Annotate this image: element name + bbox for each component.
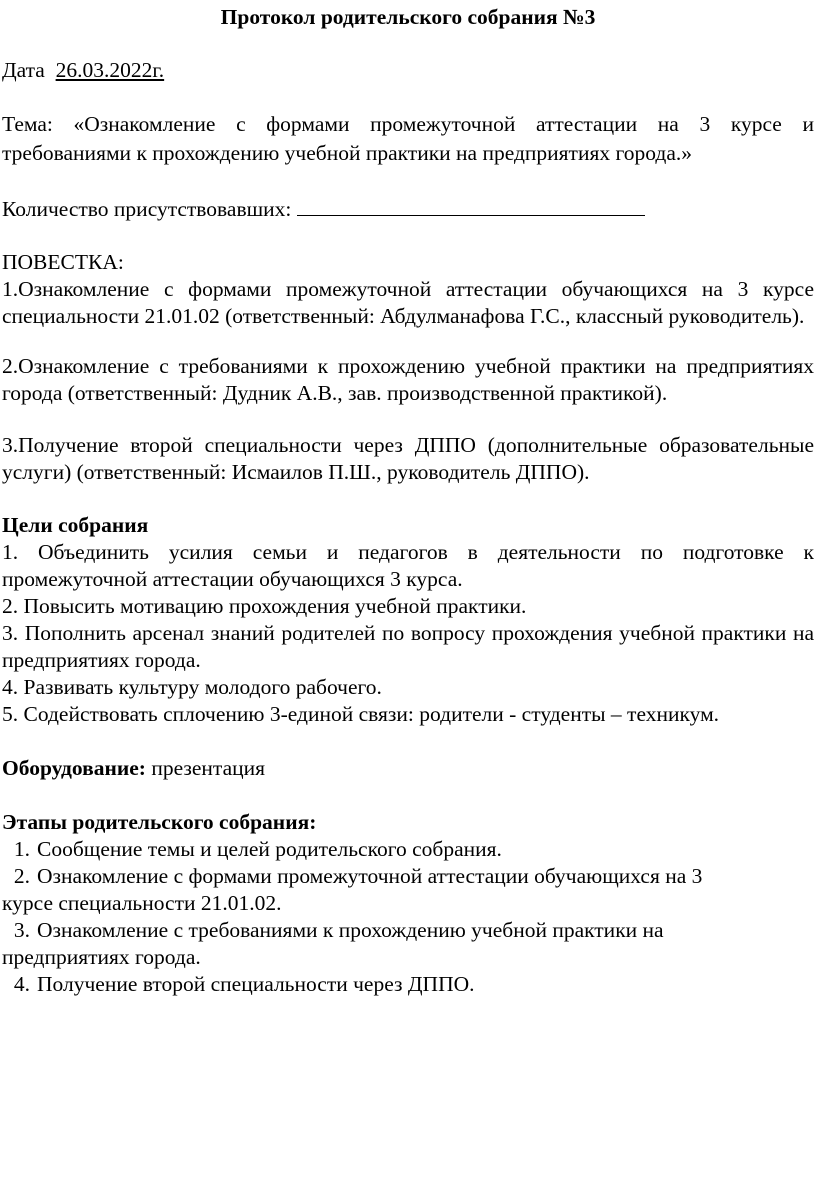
attendance-blank bbox=[297, 195, 645, 216]
stage-item-2 bbox=[2, 863, 814, 890]
date-label: Дата bbox=[2, 58, 45, 82]
stage-text: Ознакомление с требованиями к прохождению учебной практики на bbox=[37, 918, 664, 942]
stage-number: 2. bbox=[13, 864, 30, 888]
stage-item-3 bbox=[2, 917, 814, 944]
attendance-label: Количество присутствовавших: bbox=[2, 197, 292, 221]
date-value: 26.03.2022г. bbox=[55, 58, 165, 82]
stage-item-1 bbox=[2, 836, 814, 863]
goal-item-1: 1. Объединить усилия семьи и педагогов в деятельности по подготовке к промежуточной аттестации обучающихся 3 курса. bbox=[2, 540, 814, 591]
goal-item-2: 2. Повысить мотивацию прохождения учебной практики. bbox=[2, 594, 527, 618]
stage-item-3-continuation: предприятиях города. bbox=[2, 945, 201, 969]
topic-line-2: требованиями к прохождению учебной практики на предприятиях города.» bbox=[2, 141, 692, 165]
equipment-label: Оборудование: bbox=[2, 756, 146, 780]
stage-item-2-continuation: курсе специальности 21.01.02. bbox=[2, 891, 282, 915]
stage-text: Получение второй специальности через ДППО. bbox=[37, 972, 475, 996]
equipment-value: презентация bbox=[151, 756, 266, 780]
stage-number: 1. bbox=[13, 837, 30, 861]
agenda-item-2: 2.Ознакомление с требованиями к прохождению учебной практики на предприятиях города (ответственный: Дудник А.В., зав. производственной практикой). bbox=[2, 354, 814, 405]
stages-heading: Этапы родительского собрания: bbox=[2, 810, 317, 834]
goal-item-3: 3. Пополнить арсенал знаний родителей по вопросу прохождения учебной практики на предприятиях города. bbox=[2, 621, 814, 672]
equipment-line bbox=[2, 755, 814, 782]
agenda-heading: ПОВЕСТКА: bbox=[2, 250, 124, 274]
topic-line-1: Тема: «Ознакомление с формами промежуточной аттестации на 3 курсе и bbox=[2, 112, 814, 136]
document-title: Протокол родительского собрания №3 bbox=[220, 5, 596, 29]
stage-text: Ознакомление с формами промежуточной аттестации обучающихся на 3 bbox=[37, 864, 703, 888]
stage-text: Сообщение темы и целей родительского собрания. bbox=[37, 837, 502, 861]
date-line bbox=[2, 57, 814, 84]
agenda-item-3: 3.Получение второй специальности через ДППО (дополнительные образовательные услуги) (ответственный: Исмаилов П.Ш., руководитель ДППО). bbox=[2, 433, 814, 484]
attendance-line bbox=[2, 195, 814, 223]
stage-item-4 bbox=[2, 971, 814, 998]
goal-item-5: 5. Содействовать сплочению 3-единой связи: родители - студенты – техникум. bbox=[2, 702, 720, 726]
agenda-item-1: 1.Ознакомление с формами промежуточной аттестации обучающихся на 3 курсе специальности 21.01.02 (ответственный: Абдулманафова Г.С., классный руководитель). bbox=[2, 277, 814, 328]
stage-number: 3. bbox=[13, 918, 30, 942]
goal-item-4: 4. Развивать культуру молодого рабочего. bbox=[2, 675, 382, 699]
goals-heading: Цели собрания bbox=[2, 513, 149, 537]
stage-number: 4. bbox=[13, 972, 30, 996]
